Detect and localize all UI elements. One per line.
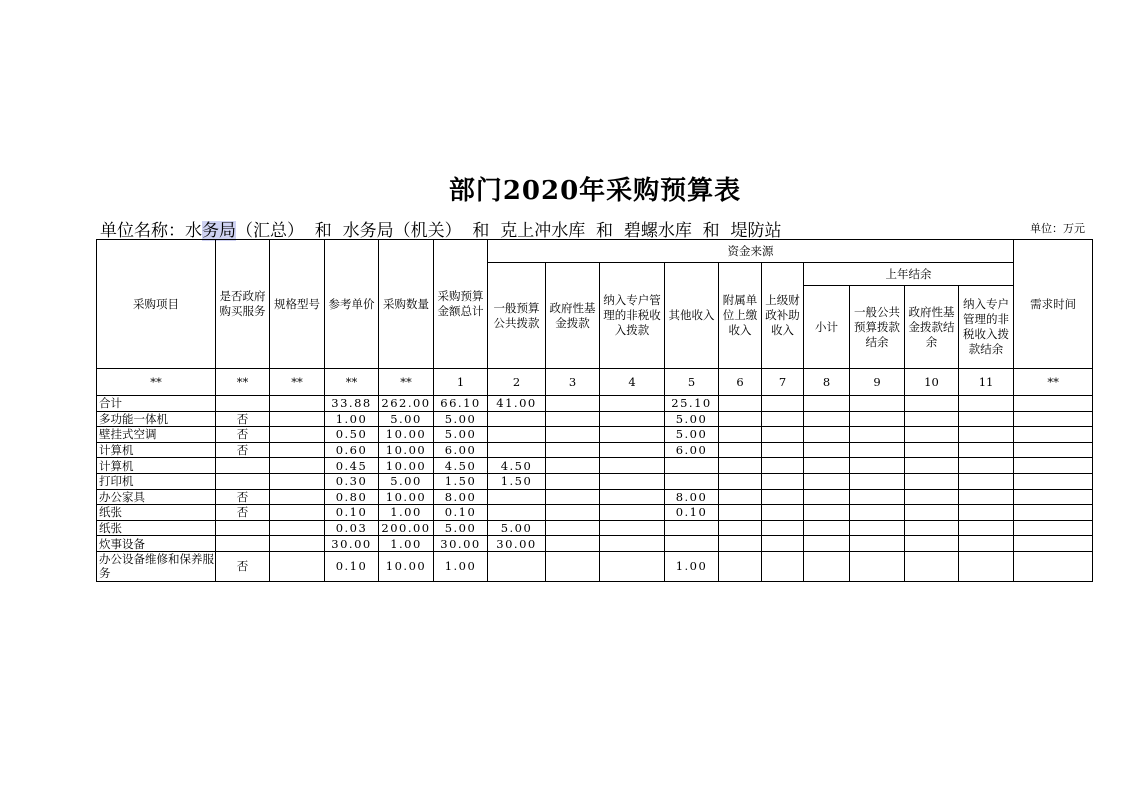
cell-empty (959, 551, 1014, 581)
cell-price: 1.00 (325, 411, 379, 427)
table-row (97, 427, 1093, 443)
cell-other: 0.10 (665, 505, 719, 521)
index-cell: ** (270, 369, 325, 396)
cell-total: 0.10 (434, 505, 488, 521)
table-row (97, 473, 1093, 489)
cell-empty (600, 473, 665, 489)
index-row (97, 369, 1093, 396)
cell-price: 0.10 (325, 551, 379, 581)
cell-empty (959, 505, 1014, 521)
header-fund: 政府性基金拨款 (546, 263, 600, 369)
cell-empty (850, 442, 905, 458)
cell-price: 0.60 (325, 442, 379, 458)
cell-empty (546, 473, 600, 489)
unit-name-label: 单位名称： (100, 221, 185, 241)
cell-empty (850, 551, 905, 581)
cell-empty (959, 489, 1014, 505)
cell-empty (959, 536, 1014, 552)
cell-empty (959, 411, 1014, 427)
cell-empty (1014, 551, 1093, 581)
cell-qty: 262.00 (379, 396, 434, 412)
cell-empty (804, 520, 850, 536)
cell-empty (1014, 458, 1093, 474)
index-cell: 4 (600, 369, 665, 396)
header-ly-general: 一般公共预算拨款结余 (850, 286, 905, 369)
cell-empty (600, 411, 665, 427)
cell-empty (905, 427, 959, 443)
cell-empty (546, 505, 600, 521)
cell-gov (216, 473, 270, 489)
table-row (97, 458, 1093, 474)
cell-item: 纸张 (97, 520, 216, 536)
cell-total: 66.10 (434, 396, 488, 412)
cell-empty (270, 427, 325, 443)
cell-price: 30.00 (325, 536, 379, 552)
cell-empty (546, 551, 600, 581)
table-row (97, 551, 1093, 581)
cell-gov (216, 396, 270, 412)
cell-price: 0.10 (325, 505, 379, 521)
cell-empty (600, 442, 665, 458)
header-total: 采购预算金额总计 (434, 240, 488, 369)
cell-empty (1014, 536, 1093, 552)
unit-name-text-a: 水 (185, 221, 202, 241)
cell-qty: 10.00 (379, 427, 434, 443)
cell-qty: 10.00 (379, 442, 434, 458)
cell-empty (905, 442, 959, 458)
header-special: 纳入专户管理的非税收入拨款 (600, 263, 665, 369)
table-row (97, 489, 1093, 505)
cell-empty (1014, 396, 1093, 412)
index-cell: 7 (762, 369, 804, 396)
cell-general: 5.00 (488, 520, 546, 536)
cell-item: 合计 (97, 396, 216, 412)
index-cell: ** (216, 369, 270, 396)
header-ly-fund: 政府性基金拨款结余 (905, 286, 959, 369)
cell-price: 0.80 (325, 489, 379, 505)
cell-empty (762, 396, 804, 412)
cell-empty (270, 442, 325, 458)
cell-empty (270, 396, 325, 412)
cell-gov: 否 (216, 489, 270, 505)
header-upper: 上级财政补助收入 (762, 263, 804, 369)
cell-empty (959, 396, 1014, 412)
cell-empty (719, 427, 762, 443)
cell-empty (850, 536, 905, 552)
cell-empty (270, 411, 325, 427)
cell-empty (719, 551, 762, 581)
cell-empty (546, 458, 600, 474)
cell-empty (850, 427, 905, 443)
cell-empty (762, 458, 804, 474)
cell-general (488, 427, 546, 443)
cell-price: 0.03 (325, 520, 379, 536)
cell-empty (546, 427, 600, 443)
cell-empty (850, 411, 905, 427)
index-cell: 9 (850, 369, 905, 396)
cell-empty (850, 458, 905, 474)
header-unit-price: 参考单价 (325, 240, 379, 369)
cell-other: 5.00 (665, 411, 719, 427)
index-cell: 11 (959, 369, 1014, 396)
cell-gov: 否 (216, 442, 270, 458)
cell-total: 8.00 (434, 489, 488, 505)
cell-general: 4.50 (488, 458, 546, 474)
cell-empty (850, 473, 905, 489)
cell-empty (762, 505, 804, 521)
index-cell: 1 (434, 369, 488, 396)
cell-gov: 否 (216, 411, 270, 427)
cell-general (488, 489, 546, 505)
cell-other: 6.00 (665, 442, 719, 458)
cell-empty (905, 473, 959, 489)
cell-empty (546, 536, 600, 552)
cell-empty (600, 489, 665, 505)
cell-empty (850, 520, 905, 536)
cell-gov: 否 (216, 551, 270, 581)
cell-total: 1.50 (434, 473, 488, 489)
cell-qty: 10.00 (379, 489, 434, 505)
cell-item: 计算机 (97, 458, 216, 474)
table-row (97, 505, 1093, 521)
cell-empty (1014, 505, 1093, 521)
cell-other: 1.00 (665, 551, 719, 581)
cell-other (665, 458, 719, 474)
cell-empty (1014, 520, 1093, 536)
cell-empty (804, 411, 850, 427)
cell-empty (762, 536, 804, 552)
cell-empty (546, 520, 600, 536)
cell-item: 多功能一体机 (97, 411, 216, 427)
cell-gov (216, 520, 270, 536)
header-subtotal: 小计 (804, 286, 850, 369)
cell-total: 1.00 (434, 551, 488, 581)
cell-general: 30.00 (488, 536, 546, 552)
cell-empty (905, 489, 959, 505)
cell-qty: 10.00 (379, 551, 434, 581)
cell-gov: 否 (216, 505, 270, 521)
cell-empty (719, 411, 762, 427)
cell-empty (905, 458, 959, 474)
cell-empty (905, 536, 959, 552)
cell-total: 30.00 (434, 536, 488, 552)
cell-empty (959, 458, 1014, 474)
cell-empty (804, 427, 850, 443)
cell-empty (600, 536, 665, 552)
header-general: 一般预算公共拨款 (488, 263, 546, 369)
cell-general (488, 442, 546, 458)
cell-empty (762, 473, 804, 489)
cell-empty (762, 520, 804, 536)
index-cell: ** (97, 369, 216, 396)
cell-total: 5.00 (434, 520, 488, 536)
cell-item: 壁挂式空调 (97, 427, 216, 443)
cell-empty (600, 427, 665, 443)
procurement-budget-table (96, 239, 1093, 582)
cell-item: 纸张 (97, 505, 216, 521)
cell-price: 0.30 (325, 473, 379, 489)
cell-empty (762, 442, 804, 458)
header-ly-special: 纳入专户管理的非税收入拨款结余 (959, 286, 1014, 369)
index-cell: 8 (804, 369, 850, 396)
cell-empty (719, 396, 762, 412)
index-cell: ** (379, 369, 434, 396)
cell-qty: 5.00 (379, 473, 434, 489)
cell-empty (804, 536, 850, 552)
cell-empty (719, 473, 762, 489)
currency-unit: 单位：万元 (1030, 222, 1085, 235)
cell-empty (546, 442, 600, 458)
cell-empty (804, 442, 850, 458)
index-cell: 2 (488, 369, 546, 396)
cell-empty (546, 489, 600, 505)
cell-total: 5.00 (434, 411, 488, 427)
cell-empty (270, 489, 325, 505)
cell-empty (850, 396, 905, 412)
table-row (97, 536, 1093, 552)
cell-item: 办公家具 (97, 489, 216, 505)
cell-empty (546, 411, 600, 427)
cell-qty: 5.00 (379, 411, 434, 427)
cell-item: 炊事设备 (97, 536, 216, 552)
header-other: 其他收入 (665, 263, 719, 369)
cell-empty (719, 489, 762, 505)
cell-price: 33.88 (325, 396, 379, 412)
cell-item: 办公设备维修和保养服务 (97, 551, 216, 581)
cell-empty (762, 551, 804, 581)
cell-price: 0.50 (325, 427, 379, 443)
cell-empty (1014, 427, 1093, 443)
cell-empty (804, 396, 850, 412)
cell-empty (762, 411, 804, 427)
cell-empty (959, 520, 1014, 536)
cell-empty (600, 505, 665, 521)
cell-empty (600, 458, 665, 474)
cell-other: 8.00 (665, 489, 719, 505)
index-cell: 6 (719, 369, 762, 396)
header-fund-source: 资金来源 (488, 240, 1014, 263)
cell-item: 计算机 (97, 442, 216, 458)
index-cell: 3 (546, 369, 600, 396)
cell-empty (959, 427, 1014, 443)
cell-general (488, 551, 546, 581)
unit-name-selection[interactable]: 务局 (202, 221, 236, 241)
cell-empty (905, 520, 959, 536)
index-cell: 5 (665, 369, 719, 396)
cell-empty (905, 551, 959, 581)
cell-empty (270, 473, 325, 489)
table-row (97, 442, 1093, 458)
cell-empty (959, 473, 1014, 489)
header-gov-service: 是否政府购买服务 (216, 240, 270, 369)
cell-item: 打印机 (97, 473, 216, 489)
index-cell: ** (1014, 369, 1093, 396)
index-cell: 10 (905, 369, 959, 396)
cell-empty (719, 505, 762, 521)
table-row (97, 411, 1093, 427)
cell-general (488, 505, 546, 521)
cell-empty (905, 505, 959, 521)
cell-empty (719, 458, 762, 474)
cell-empty (270, 551, 325, 581)
cell-empty (270, 536, 325, 552)
index-cell: ** (325, 369, 379, 396)
cell-empty (1014, 489, 1093, 505)
cell-empty (905, 396, 959, 412)
cell-empty (804, 551, 850, 581)
cell-empty (850, 489, 905, 505)
cell-gov (216, 458, 270, 474)
header-last-year: 上年结余 (804, 263, 1014, 286)
header-item: 采购项目 (97, 240, 216, 369)
cell-other: 25.10 (665, 396, 719, 412)
cell-empty (804, 489, 850, 505)
cell-other (665, 473, 719, 489)
cell-empty (719, 520, 762, 536)
cell-empty (905, 411, 959, 427)
cell-empty (600, 520, 665, 536)
header-spec: 规格型号 (270, 240, 325, 369)
cell-qty: 1.00 (379, 505, 434, 521)
cell-total: 5.00 (434, 427, 488, 443)
cell-empty (804, 505, 850, 521)
header-time: 需求时间 (1014, 240, 1093, 369)
cell-empty (850, 505, 905, 521)
cell-empty (762, 427, 804, 443)
header-quantity: 采购数量 (379, 240, 434, 369)
cell-price: 0.45 (325, 458, 379, 474)
header-affil: 附属单位上缴收入 (719, 263, 762, 369)
table-row (97, 396, 1093, 412)
cell-empty (804, 458, 850, 474)
cell-gov (216, 536, 270, 552)
cell-empty (270, 520, 325, 536)
cell-qty: 10.00 (379, 458, 434, 474)
cell-empty (270, 505, 325, 521)
unit-name-line (100, 216, 781, 241)
cell-empty (762, 489, 804, 505)
cell-total: 4.50 (434, 458, 488, 474)
cell-total: 6.00 (434, 442, 488, 458)
cell-general: 1.50 (488, 473, 546, 489)
table-row (97, 520, 1093, 536)
cell-empty (1014, 473, 1093, 489)
cell-qty: 1.00 (379, 536, 434, 552)
page-title: 部门2020年采购预算表 (448, 176, 742, 206)
cell-general (488, 411, 546, 427)
cell-general: 41.00 (488, 396, 546, 412)
cell-empty (546, 396, 600, 412)
cell-empty (600, 396, 665, 412)
cell-other (665, 520, 719, 536)
cell-empty (959, 442, 1014, 458)
cell-empty (1014, 442, 1093, 458)
cell-empty (804, 473, 850, 489)
cell-empty (1014, 411, 1093, 427)
cell-empty (719, 536, 762, 552)
cell-other: 5.00 (665, 427, 719, 443)
cell-empty (719, 442, 762, 458)
cell-qty: 200.00 (379, 520, 434, 536)
cell-empty (600, 551, 665, 581)
cell-gov: 否 (216, 427, 270, 443)
cell-other (665, 536, 719, 552)
cell-empty (270, 458, 325, 474)
unit-name-rest: （汇总） 和 水务局（机关） 和 克上冲水库 和 碧螺水库 和 堤防站 (236, 221, 782, 241)
